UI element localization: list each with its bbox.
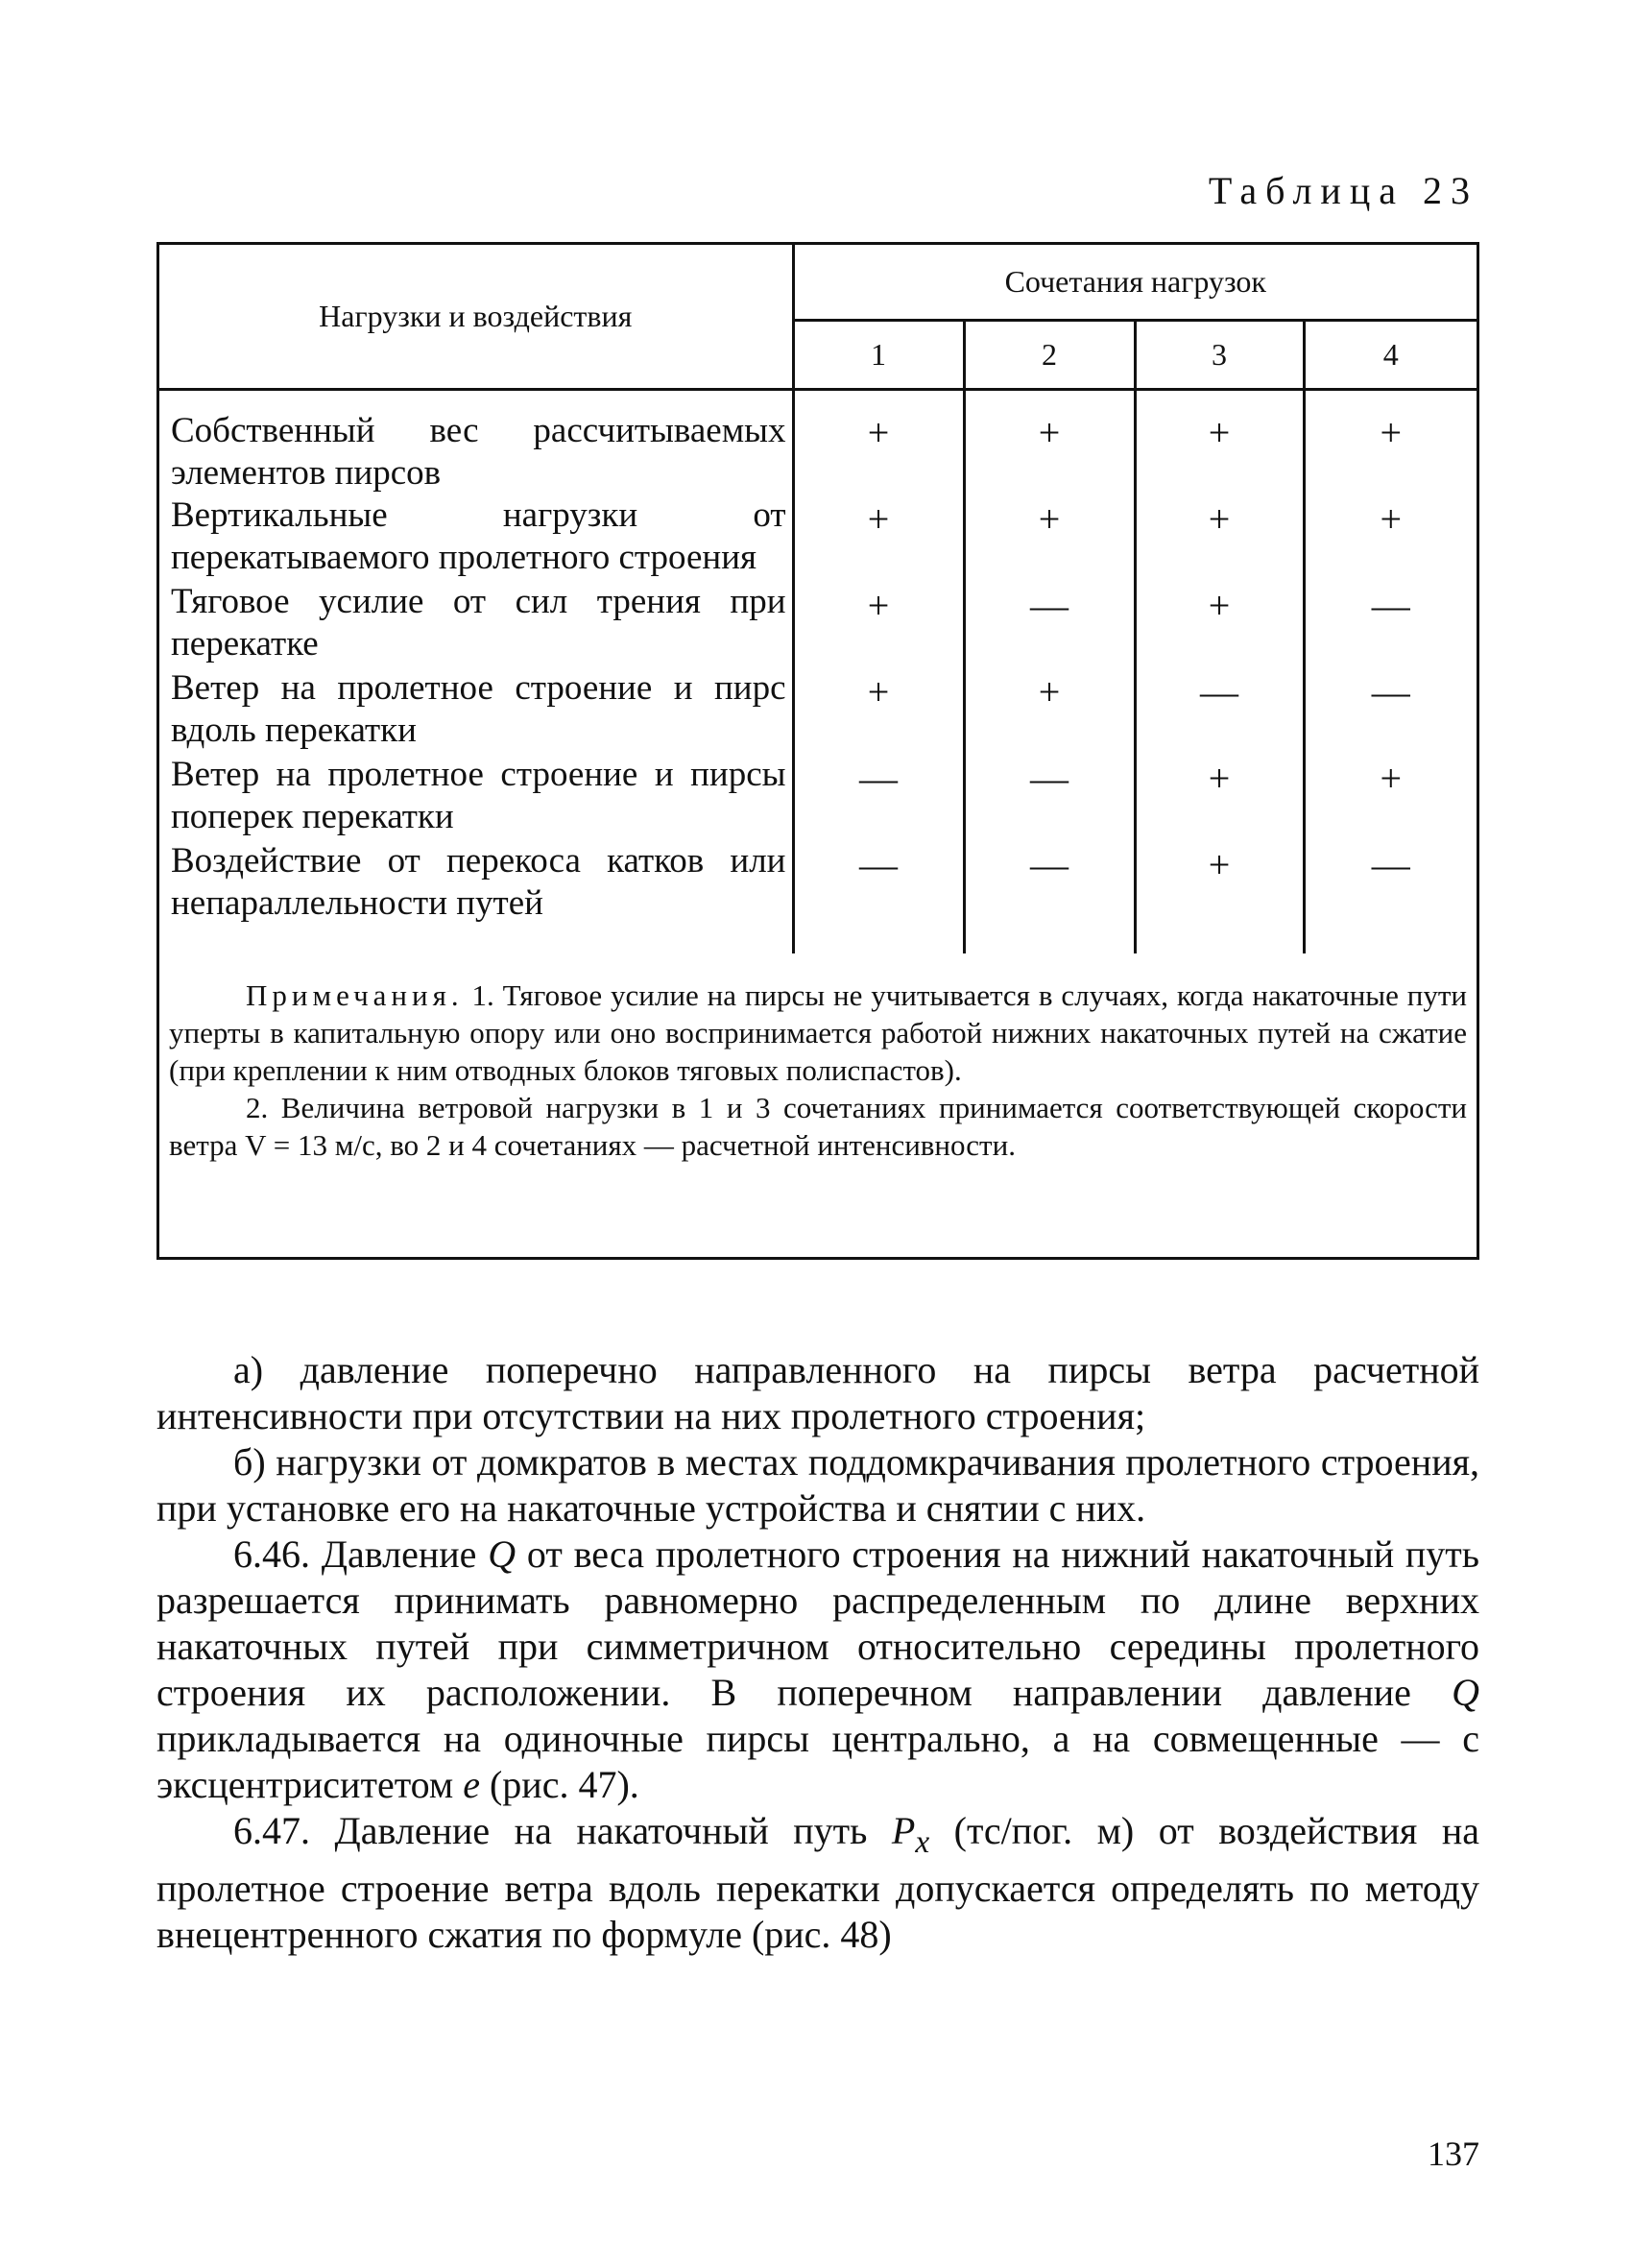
table-frame bbox=[156, 242, 1479, 1260]
combination-mark: + bbox=[964, 389, 1135, 495]
combination-mark: — bbox=[964, 754, 1135, 840]
combination-number: 2 bbox=[964, 320, 1135, 389]
combination-number: 3 bbox=[1135, 320, 1304, 389]
load-name: Собственный вес рассчитываемых элементов пирсов bbox=[159, 389, 793, 495]
table-row bbox=[159, 581, 1477, 667]
combination-mark: + bbox=[793, 581, 964, 667]
text-span: (рис. 47). bbox=[479, 1763, 639, 1806]
paragraph-6-47 bbox=[156, 1808, 1479, 1958]
combination-mark: — bbox=[793, 754, 964, 840]
table-row-spacer bbox=[159, 927, 1477, 953]
combination-mark: — bbox=[793, 840, 964, 927]
paragraph-6-46 bbox=[156, 1532, 1479, 1808]
combination-mark: + bbox=[1135, 754, 1304, 840]
text-span: 6.46. Давление bbox=[233, 1532, 489, 1576]
combination-mark: — bbox=[1135, 667, 1304, 754]
symbol-q: Q bbox=[1452, 1671, 1479, 1714]
table-row bbox=[159, 667, 1477, 754]
symbol-q: Q bbox=[488, 1532, 516, 1576]
body-text bbox=[156, 1347, 1479, 1958]
combination-mark: — bbox=[1371, 669, 1410, 713]
spacer-cell bbox=[159, 927, 793, 953]
table-row bbox=[159, 495, 1477, 581]
combination-mark: + bbox=[1380, 756, 1403, 800]
load-name: Воздействие от перекоса катков или непараллельности путей bbox=[159, 840, 793, 927]
combination-mark: + bbox=[793, 495, 964, 581]
combination-mark: + bbox=[1380, 496, 1403, 541]
text-span: (тс/пог. м) от воздействия на пролетное строение ветра вдоль перекатки допускается определять по методу внецентренного сжатия по формуле (рис. 48) bbox=[156, 1809, 1479, 1956]
combination-mark: + bbox=[964, 667, 1135, 754]
notes-label: Примечания. bbox=[246, 978, 464, 1012]
symbol-p: P bbox=[891, 1809, 916, 1852]
loads-table bbox=[159, 245, 1477, 953]
column-header-combinations: Сочетания нагрузок bbox=[793, 245, 1477, 320]
table-notes bbox=[169, 977, 1467, 1164]
combination-mark: — bbox=[1371, 583, 1410, 627]
spacer-cell bbox=[1304, 927, 1477, 953]
combination-mark: — bbox=[964, 840, 1135, 927]
table-row bbox=[159, 840, 1477, 927]
combination-number: 4 bbox=[1304, 320, 1477, 389]
note-2: 2. Величина ветровой нагрузки в 1 и 3 сочетаниях принимается соответствующей скорости ветра V = 13 м/с, во 2 и 4 сочетаниях — расчетной интенсивности. bbox=[169, 1091, 1467, 1162]
combination-mark: + bbox=[1135, 389, 1304, 495]
combination-mark: — bbox=[964, 581, 1135, 667]
note-1-text: 1. Тяговое усилие на пирсы не учитывается в случаях, когда накаточные пути уперты в капитальную опору или оно воспринимается работой нижних накаточных путей на сжатие (при креплении к ним отводных блоков тяговых полиспастов). bbox=[169, 978, 1468, 1087]
combination-mark: + bbox=[793, 667, 964, 754]
combination-mark: — bbox=[1371, 842, 1410, 886]
spacer-cell bbox=[1135, 927, 1304, 953]
paragraph-b: б) нагрузки от домкратов в местах поддомкрачивания пролетного строения, при установке его на накаточные устройства и снятии с них. bbox=[156, 1440, 1479, 1530]
table-caption: Таблица 23 bbox=[1208, 169, 1478, 212]
text-span: прикладывается на одиночные пирсы центрально, а на совмещенные — с эксцентриситетом bbox=[156, 1717, 1479, 1806]
page-number: 137 bbox=[1428, 2135, 1479, 2173]
text-span: 6.47. Давление на накаточный путь bbox=[233, 1809, 892, 1852]
load-name: Ветер на пролетное строение и пирс вдоль перекатки bbox=[159, 667, 793, 754]
combination-mark: + bbox=[1380, 410, 1403, 454]
table-row bbox=[159, 389, 1477, 495]
load-name: Вертикальные нагрузки от перекатываемого пролетного строения bbox=[159, 495, 793, 581]
combination-mark: + bbox=[1135, 840, 1304, 927]
table-row bbox=[159, 754, 1477, 840]
spacer-cell bbox=[964, 927, 1135, 953]
combination-mark: + bbox=[1135, 581, 1304, 667]
combination-mark: + bbox=[1135, 495, 1304, 581]
symbol-subscript-x: x bbox=[915, 1824, 930, 1860]
load-name: Тяговое усилие от сил трения при перекатке bbox=[159, 581, 793, 667]
text-span: от веса пролетного строения на нижний накаточный путь разрешается принимать равномерно распределенным по длине верхних накаточных путей при симметричном относительно середины пролетного строения их расположении. В поперечном направлении давление bbox=[156, 1532, 1479, 1714]
note-1 bbox=[169, 977, 1467, 1089]
paragraph-a: а) давление поперечно направленного на пирсы ветра расчетной интенсивности при отсутствии на них пролетного строения; bbox=[156, 1348, 1479, 1437]
combination-mark: + bbox=[793, 389, 964, 495]
load-name: Ветер на пролетное строение и пирсы поперек перекатки bbox=[159, 754, 793, 840]
combination-mark: + bbox=[964, 495, 1135, 581]
symbol-e: e bbox=[463, 1763, 480, 1806]
combination-number: 1 bbox=[793, 320, 964, 389]
spacer-cell bbox=[793, 927, 964, 953]
column-header-loads: Нагрузки и воздействия bbox=[159, 245, 793, 389]
